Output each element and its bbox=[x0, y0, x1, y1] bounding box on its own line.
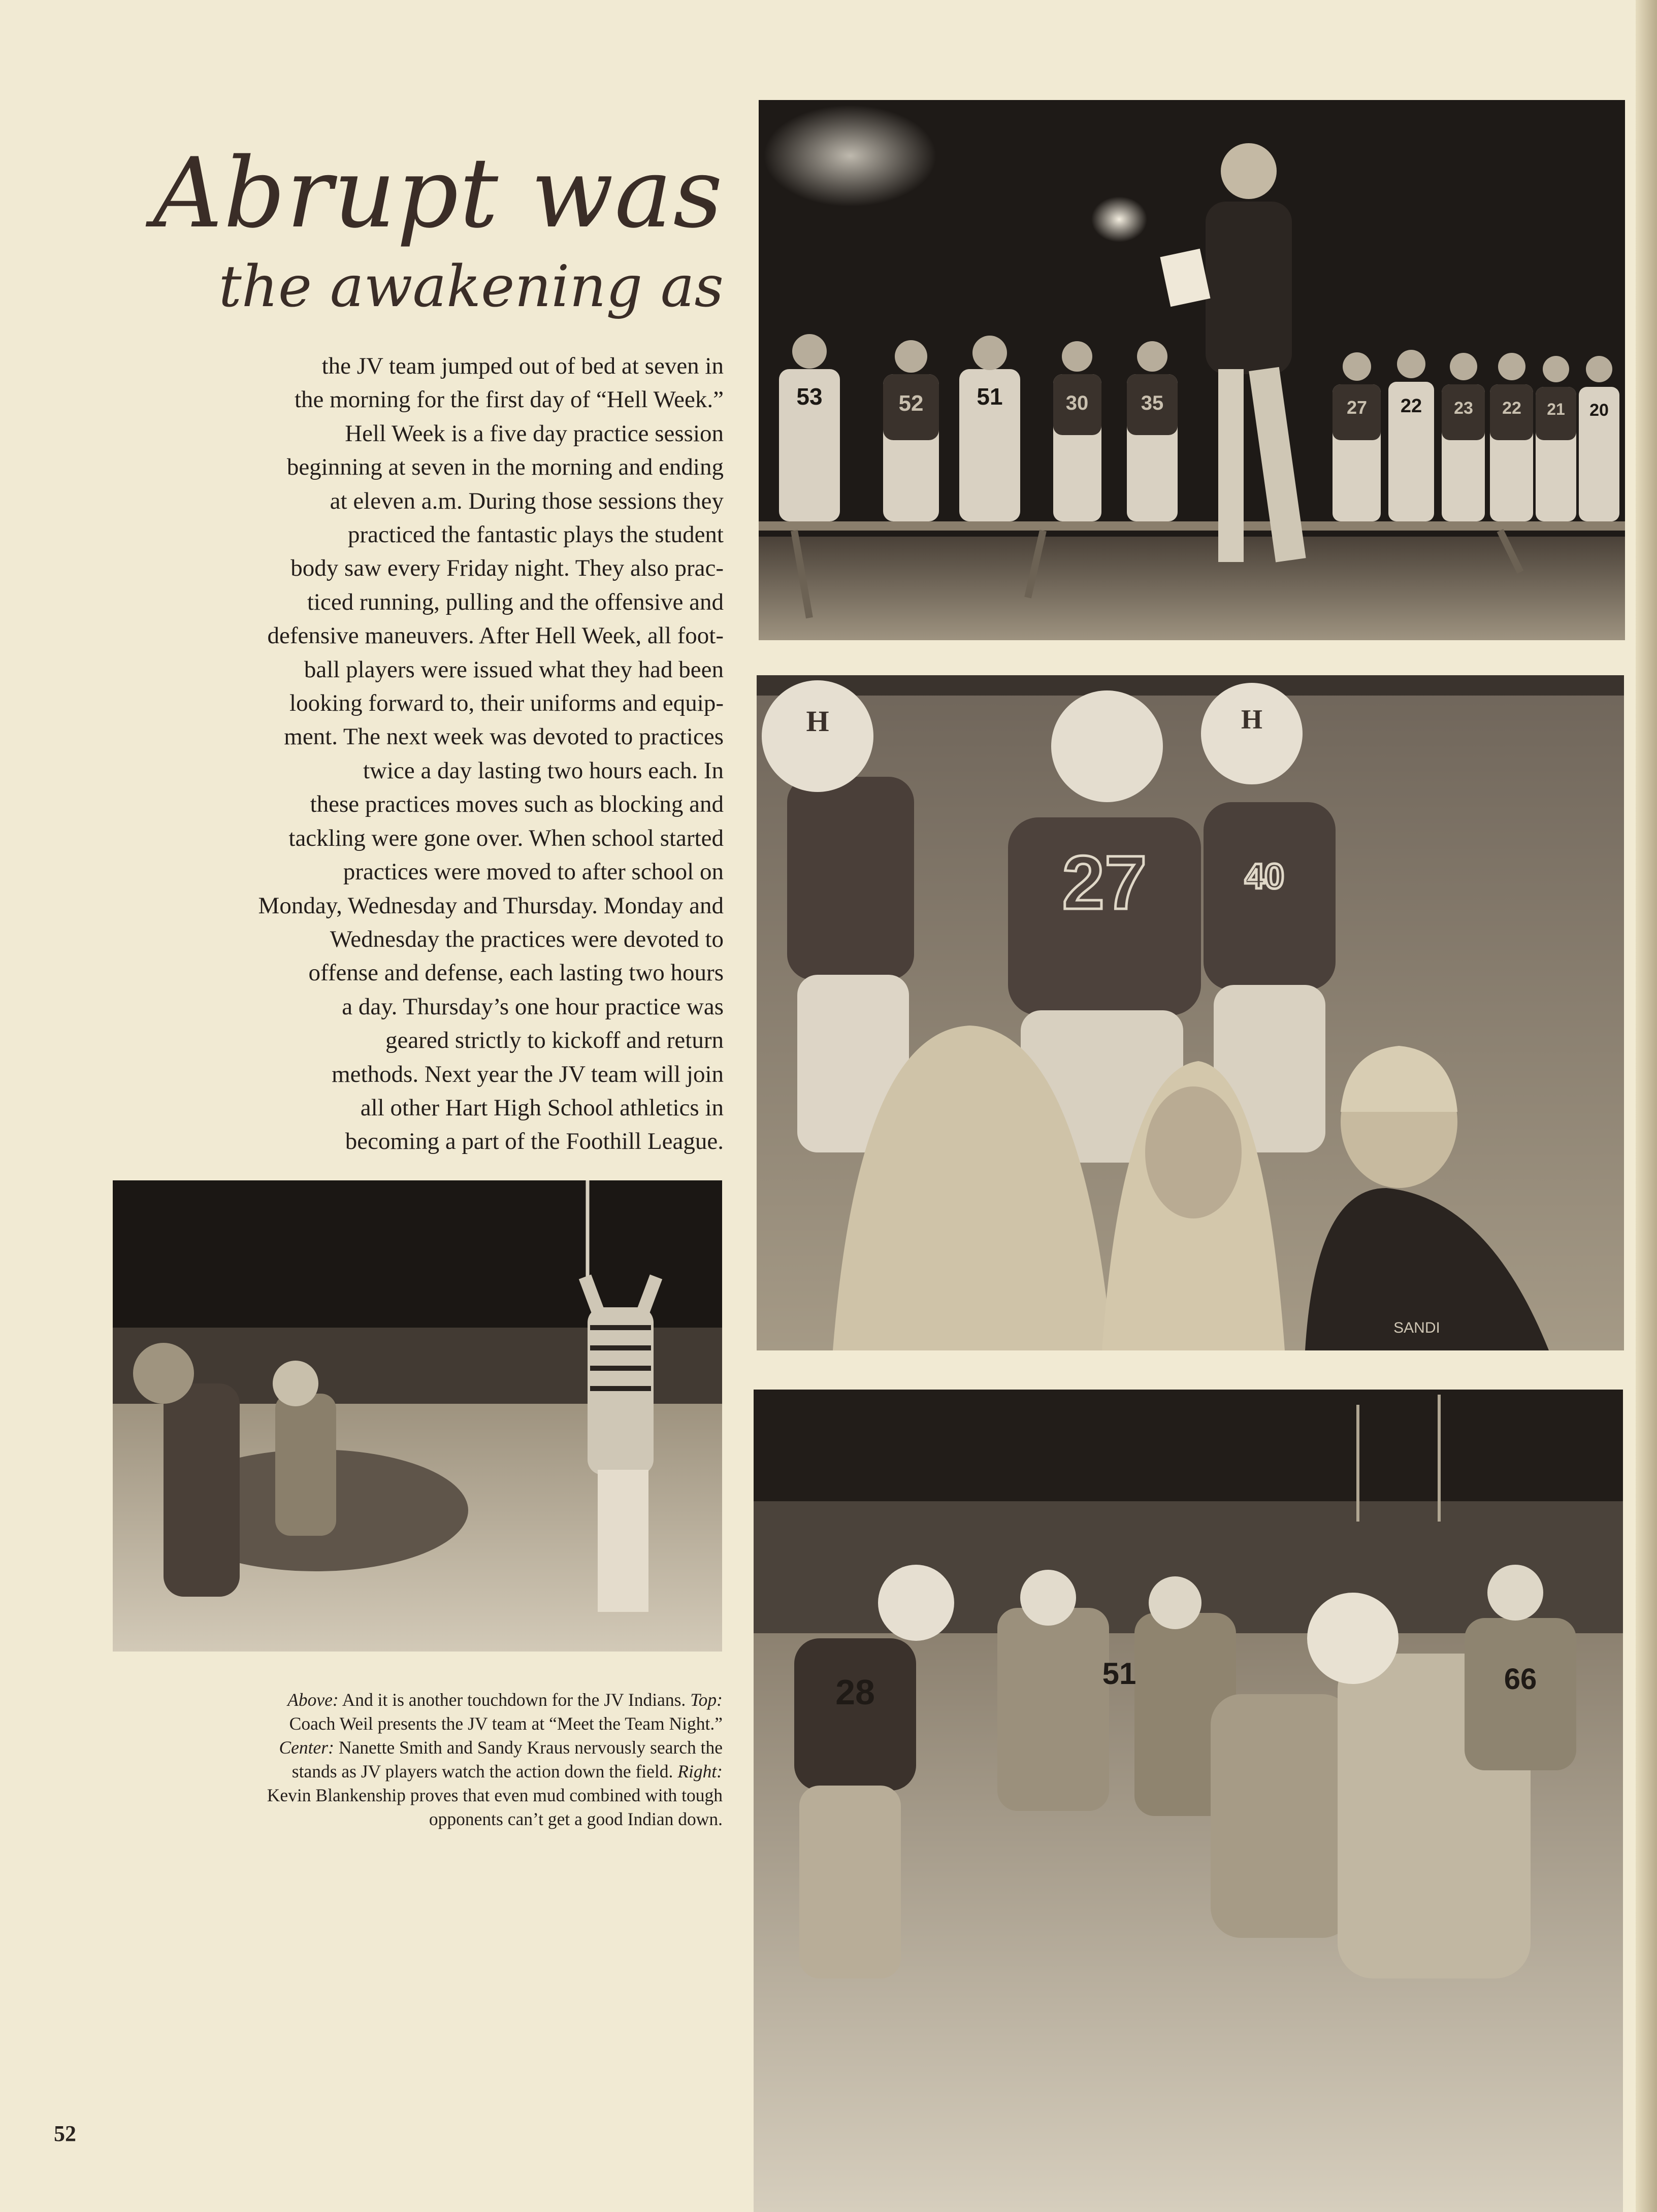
sweater-lettering: SANDI bbox=[1393, 1319, 1440, 1336]
body-line: defensive maneuvers. After Hell Week, all foot- bbox=[267, 622, 724, 649]
body-line: ticed running, pulling and the offensive and bbox=[307, 588, 724, 615]
jersey-number: 23 bbox=[1454, 399, 1473, 418]
body-line: all other Hart High School athletics in bbox=[360, 1094, 724, 1121]
jersey-number: 21 bbox=[1547, 400, 1565, 418]
caption-line: opponents can’t get a good Indian down. bbox=[429, 1809, 723, 1829]
caption-line: Coach Weil presents the JV team at “Meet the Team Night.” bbox=[289, 1713, 723, 1734]
body-line: geared strictly to kickoff and return bbox=[385, 1027, 724, 1054]
jersey-number: 51 bbox=[977, 383, 1003, 410]
body-line: the JV team jumped out of bed at seven in bbox=[321, 353, 724, 379]
caption-line bbox=[139, 1760, 723, 1784]
body-line: practices were moved to after school on bbox=[343, 859, 724, 885]
body-line: practiced the fantastic plays the student bbox=[348, 521, 724, 548]
body-line: tackling were gone over. When school started bbox=[288, 824, 724, 851]
photo-meet-the-team-night bbox=[759, 100, 1625, 640]
jersey-number: 22 bbox=[1502, 399, 1521, 418]
body-line: Hell Week is a five day practice session bbox=[345, 420, 724, 447]
jersey-number: 27 bbox=[1346, 397, 1368, 418]
caption-line bbox=[139, 1688, 723, 1712]
caption-text: And it is another touchdown for the JV Indians. bbox=[338, 1690, 691, 1710]
caption-label-center: Center: bbox=[279, 1737, 334, 1758]
jersey-number: 51 bbox=[1102, 1657, 1136, 1691]
caption-label-right: Right: bbox=[677, 1761, 723, 1781]
page-number: 52 bbox=[54, 2121, 76, 2146]
body-line: these practices moves such as blocking and bbox=[310, 791, 724, 818]
caption-label-above: Above: bbox=[287, 1690, 339, 1710]
caption-line: Kevin Blankenship proves that even mud combined with tough bbox=[267, 1785, 723, 1805]
body-line: looking forward to, their uniforms and equip- bbox=[289, 690, 724, 717]
body-line: at eleven a.m. During those sessions they bbox=[330, 487, 724, 514]
jersey-number: 35 bbox=[1141, 392, 1164, 414]
caption-label-top: Top: bbox=[690, 1690, 723, 1710]
body-line: ball players were issued what they had been bbox=[304, 656, 724, 683]
headline-line-2: the awakening as bbox=[218, 254, 724, 320]
body-line: twice a day lasting two hours each. In bbox=[363, 757, 724, 784]
headline-line-1: Abrupt was bbox=[153, 137, 724, 249]
body-line: offense and defense, each lasting two hours bbox=[308, 960, 724, 986]
body-line: the morning for the first day of “Hell Week.” bbox=[295, 386, 724, 413]
caption-text: Nanette Smith and Sandy Kraus nervously search the bbox=[334, 1737, 723, 1758]
caption-line bbox=[139, 1736, 723, 1760]
photo-kevin-blankenship bbox=[754, 1390, 1623, 2212]
caption-text: stands as JV players watch the action down the field. bbox=[291, 1761, 678, 1781]
page-edge-shadow bbox=[1636, 0, 1657, 2212]
jersey-number: 22 bbox=[1400, 395, 1422, 417]
body-line: beginning at seven in the morning and ending bbox=[286, 454, 724, 481]
photo-caption bbox=[139, 1688, 723, 1831]
body-line: body saw every Friday night. They also prac- bbox=[290, 555, 724, 582]
body-line: Wednesday the practices were devoted to bbox=[330, 926, 724, 952]
jersey-number: 53 bbox=[796, 383, 823, 410]
jersey-number: 27 bbox=[1062, 840, 1147, 925]
body-line: ment. The next week was devoted to practices bbox=[284, 723, 724, 750]
body-line: Monday, Wednesday and Thursday. Monday and bbox=[258, 892, 724, 919]
jersey-number: 66 bbox=[1504, 1663, 1537, 1696]
jersey-number: 40 bbox=[1245, 856, 1284, 896]
photo-touchdown bbox=[113, 1180, 722, 1652]
helmet-letter: H bbox=[1241, 704, 1263, 735]
jersey-number: 52 bbox=[898, 391, 924, 416]
article-body bbox=[145, 349, 724, 1159]
jersey-number: 30 bbox=[1065, 392, 1089, 414]
helmet-letter: H bbox=[806, 705, 829, 738]
body-line: methods. Next year the JV team will join bbox=[332, 1061, 724, 1087]
jersey-number: 28 bbox=[835, 1672, 875, 1712]
body-line: a day. Thursday’s one hour practice was bbox=[342, 993, 724, 1020]
photo-nanette-and-sandy bbox=[757, 675, 1624, 1350]
jersey-number: 20 bbox=[1589, 401, 1609, 420]
body-line: becoming a part of the Foothill League. bbox=[345, 1128, 724, 1155]
